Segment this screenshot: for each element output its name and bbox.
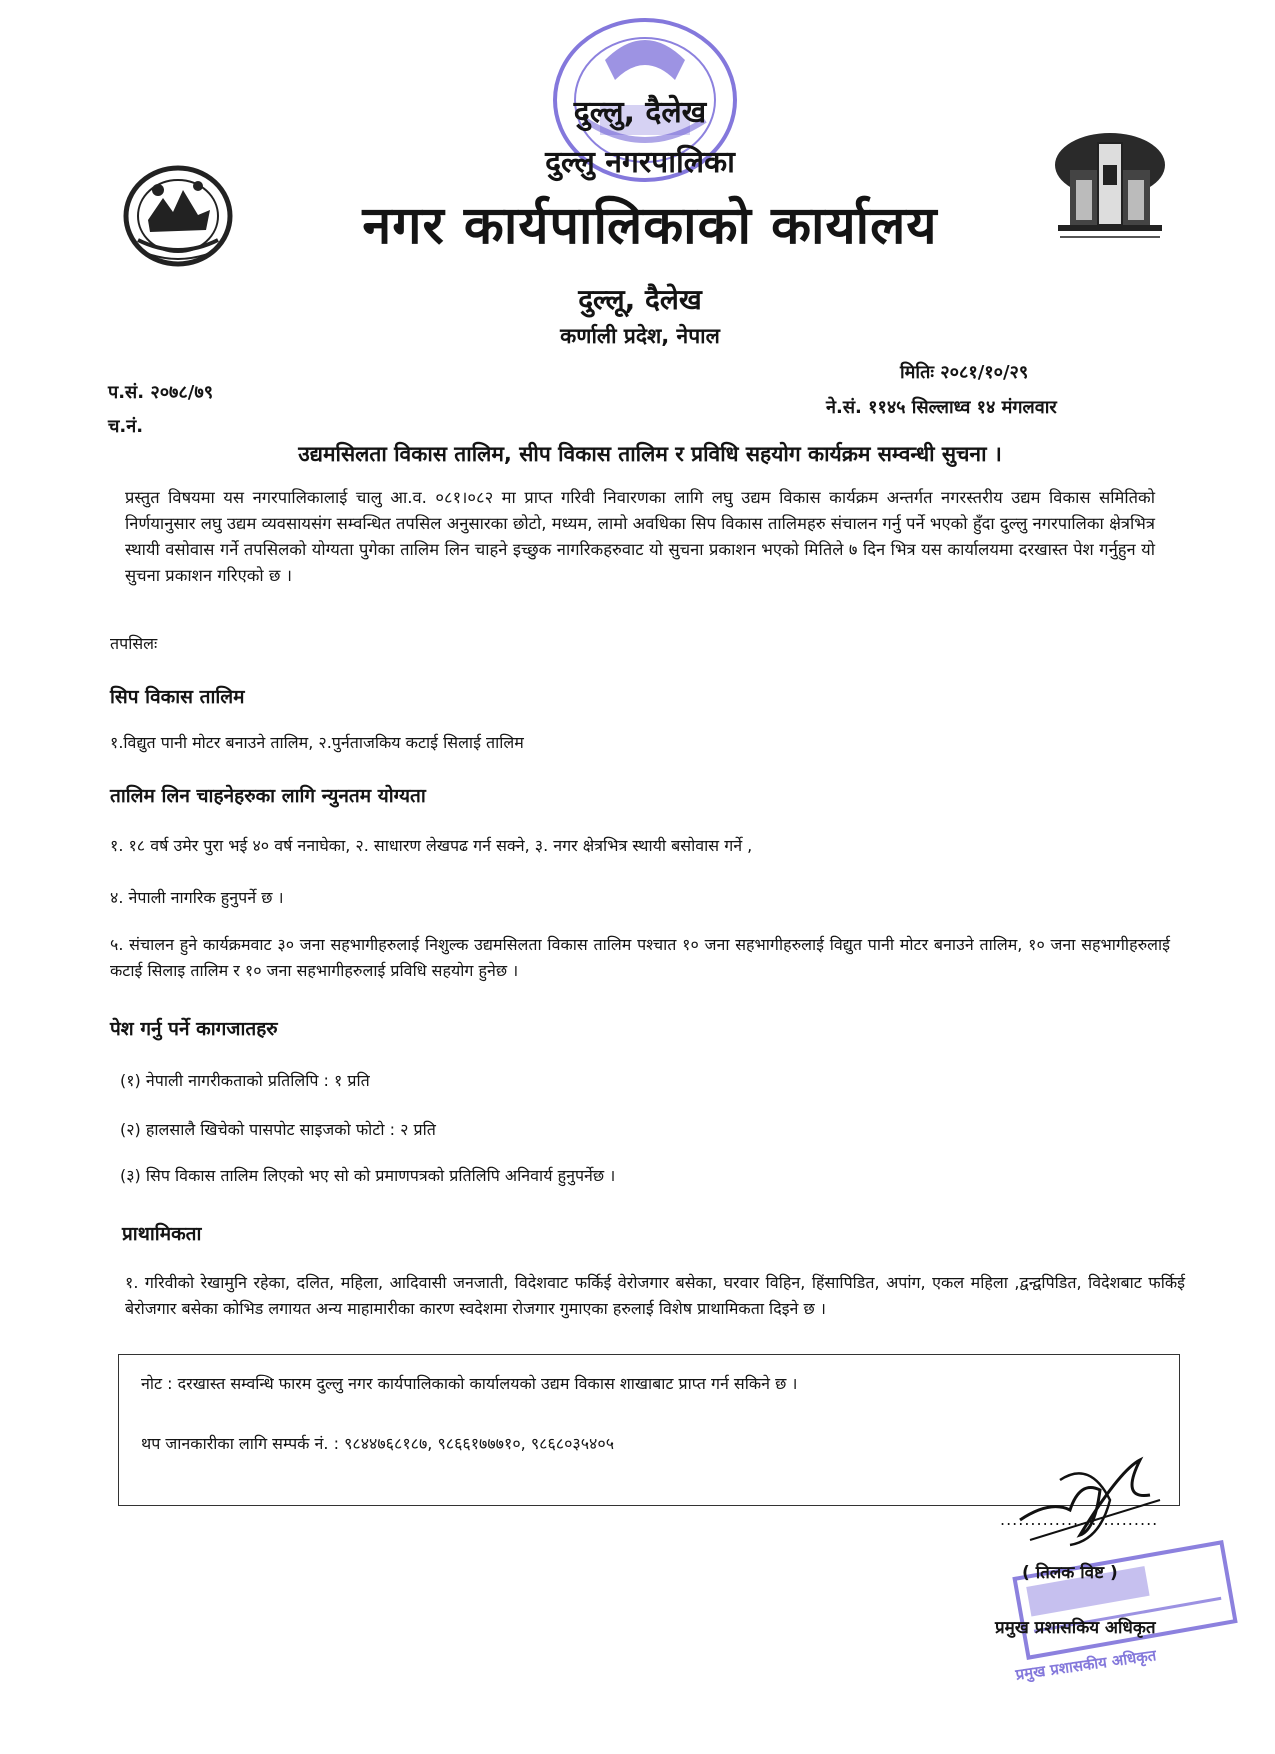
list-item: ४. नेपाली नागरिक हुनुपर्ने छ । [110,888,284,907]
date: मितिः २०८१/१०/२९ [900,362,1029,383]
signature-line: .......................... [1000,1510,1159,1529]
nepal-sambat-date: ने.सं. ११४५ सिल्लाध्व १४ मंगलवार [826,397,1057,418]
rectangular-signature-stamp-icon [1010,1540,1240,1660]
note-text: नोट : दरखास्त सम्वन्धि फारम दुल्लु नगर कार्यपालिकाको कार्यालयको उद्यम विकास शाखाबाट प्राप्त गर्न सकिने छ । [141,1374,798,1393]
list-item: ५. संचालन हुने कार्यक्रमवाट ३० जना सहभागीहरुलाई निशुल्क उद्यमसिलता विकास तालिम पश्चात १० जना सहभागीहरुलाई विद्युत पानी मोटर बनाउने तालिम, १० जना सहभागीहरुलाई कटाई सिलाइ तालिम र १० जना सहभागीहरुलाई प्रविधि सहयोग हुनेछ । [110,935,1170,980]
nepal-emblem-icon [118,160,238,270]
section-heading: सिप विकास तालिम [110,686,245,708]
temple-building-icon [1050,125,1170,245]
header-district: दुल्लु, दैलेख [573,95,707,130]
tapasil-label: तपसिलः [110,634,158,653]
officer-name: ( तिलक विष्ट ) [1022,1563,1118,1583]
section-heading: प्राथामिकता [122,1223,202,1245]
officer-title: प्रमुख प्रशासकिय अधिकृत [995,1618,1156,1638]
list-item: १. गरिवीको रेखामुनि रहेका, दलित, महिला, आदिवासी जनजाती, विदेशवाट फर्किई वेरोजगार बसेका, घरवार विहिन, हिंसापिडित, अपांग, एकल महिला ,द्वन्द्वपिडित, विदेशबाट फर्किई बेरोजगार बसेका कोभिड लगायत अन्य माहामारीका कारण स्वदेशमा रोजगार गुमाएका हरुलाई विशेष प्राथामिकता दिइने छ । [125,1273,1185,1318]
body-paragraph: प्रस्तुत विषयमा यस नगरपालिकालाई चालु आ.व. ०८१।०८२ मा प्राप्त गरिवी निवारणका लागि लघु उद्यम विकास कार्यक्रम अन्तर्गत नगरस्तरीय उद्यम विकास समितिको निर्णयानुसार लघु उद्यम व्यवसायसंग सम्वन्धित तपसिल अनुसारका छोटो, मध्यम, लामो अवधिका सिप विकास तालिमहरु संचालन गर्नु पर्ने भएको हुँदा दुल्लु नगरपालिका क्षेत्रभित्र स्थायी वसोवास गर्ने तपसिलको योग्यता पुगेका तालिम लिन चाहने इच्छुक नागरिकहरुवाट यो सुचना प्रकाशन भएको मितिले ७ दिन भित्र यस कार्यालयमा दरखास्त पेश गर्नुहुन यो सुचना प्रकाशन गरिएको छ । [125,488,1155,585]
header-municipality: दुल्लु नगरपालिका [545,145,735,180]
header-place: दुल्लू, दैलेख [578,283,702,316]
reference-number: प.सं. २०७८/७९ [108,382,214,403]
dispatch-number: च.नं. [108,416,144,437]
header-office-title: नगर कार्यपालिकाको कार्यालय [362,196,938,256]
subject: उद्यमसिलता विकास तालिम, सीप विकास तालिम र प्रविधि सहयोग कार्यक्रम सम्वन्धी सुचना । [298,442,1002,466]
list-item: १.विद्युत पानी मोटर बनाउने तालिम, २.पुर्नताजकिय कटाई सिलाई तालिम [110,733,524,752]
list-item: (२) हालसालै खिचेको पासपोट साइजको फोटो : २ प्रति [120,1120,436,1139]
section-heading: पेश गर्नु पर्ने कागजातहरु [110,1018,278,1040]
contact-numbers: थप जानकारीका लागि सम्पर्क नं. : ९८४४७६८१८७, ९८६६१७७७१०, ९८६८०३५४०५ [141,1434,615,1453]
list-item: (१) नेपाली नागरीकताको प्रतिलिपि : १ प्रति [120,1071,370,1090]
header-province: कर्णाली प्रदेश, नेपाल [560,324,720,348]
stamp-text: प्रमुख प्रशासकीय अधिकृत [1014,1646,1158,1684]
section-heading: तालिम लिन चाहनेहरुका लागि न्युनतम योग्यता [110,785,426,807]
list-item: १. १८ वर्ष उमेर पुरा भई ४० वर्ष ननाघेका, २. साधारण लेखपढ गर्न सक्ने, ३. नगर क्षेत्रभित्र स्थायी बसोवास गर्ने , [110,836,753,855]
list-item: (३) सिप विकास तालिम लिएको भए सो को प्रमाणपत्रको प्रतिलिपि अनिवार्य हुनुपर्नेछ । [120,1166,616,1185]
